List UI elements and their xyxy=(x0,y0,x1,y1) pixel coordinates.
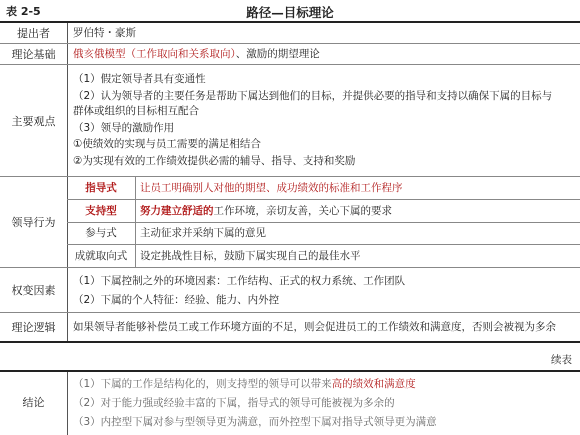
conclusion-line xyxy=(73,377,416,391)
basis-value xyxy=(73,47,320,61)
continuation-top-rule xyxy=(0,370,580,372)
views-line: ①使绩效的实现与员工需要的满足相结合 xyxy=(73,138,261,150)
conclusion-highlight: 高的绩效和满意度 xyxy=(331,378,416,390)
behavior-desc: 让员工明确别人对他的期望、成功绩效的标准和工作程序 xyxy=(140,182,403,194)
row-divider xyxy=(0,176,580,177)
views-line: （1）假定领导者具有变通性 xyxy=(73,73,206,85)
behavior-divider xyxy=(67,199,580,200)
contingency-line: （2）下属的个人特征：经验、能力、内外控 xyxy=(73,294,280,306)
behavior-desc: 设定挑战性目标，鼓励下属实现自己的最佳水平 xyxy=(140,250,361,262)
table-title: 路径—目标理论 xyxy=(246,5,334,20)
behavior-name: 支持型 xyxy=(85,205,117,217)
continued-label: 续表 xyxy=(551,354,572,366)
behavior-divider xyxy=(67,244,580,245)
label-conclusion: 结论 xyxy=(22,396,45,409)
conclusion-line: （2）对于能力强或经验丰富的下属，指导式的领导可能被视为多余的 xyxy=(73,397,395,409)
top-rule xyxy=(0,21,580,23)
basis-rest: 、激励的期望理论 xyxy=(235,48,320,60)
label-views: 主要观点 xyxy=(11,114,56,128)
row-divider xyxy=(0,267,580,268)
bottom-rule xyxy=(0,341,580,343)
behavior-desc: 主动征求并采纳下属的意见 xyxy=(140,227,266,239)
label-logic: 理论逻辑 xyxy=(11,321,56,334)
row-divider xyxy=(0,64,580,65)
behavior-name: 参与式 xyxy=(85,227,117,239)
behavior-desc-rest: 工作环境，亲切友善，关心下属的要求 xyxy=(213,205,392,217)
basis-highlight: 俄亥俄模型（工作取向和关系取向） xyxy=(73,48,236,60)
table-number: 表 2-5 xyxy=(6,5,41,18)
label-proposer: 提出者 xyxy=(17,27,50,40)
label-basis: 理论基础 xyxy=(11,48,56,61)
table-header xyxy=(0,3,580,20)
views-line: （3）领导的激励作用 xyxy=(73,122,175,134)
proposer-value: 罗伯特・豪斯 xyxy=(73,27,136,39)
conclusion-pre: （1）下属的工作是结构化的，则支持型的领导可以带来 xyxy=(73,378,332,390)
row-divider xyxy=(0,312,580,313)
behavior-name: 指导式 xyxy=(85,182,117,194)
label-contingency: 权变因素 xyxy=(11,284,56,297)
label-column-divider xyxy=(67,23,68,342)
row-divider xyxy=(0,43,580,44)
logic-value: 如果领导者能够补偿员工或工作环境方面的不足，则会促进员工的工作绩效和满意度，否则会被视为多余 xyxy=(73,321,556,333)
label-behavior: 领导行为 xyxy=(11,216,56,229)
behavior-divider xyxy=(67,222,580,223)
contingency-line: （1）下属控制之外的环境因素：工作结构、正式的权力系统、工作团队 xyxy=(73,275,406,287)
views-line: ②为实现有效的工作绩效提供必需的辅导、指导、支持和奖励 xyxy=(73,155,356,167)
behavior-desc xyxy=(140,204,392,218)
behavior-name: 成就取向式 xyxy=(74,250,128,262)
views-line: （2）认为领导者的主要任务是帮助下属达到他们的目标，并提供必要的指导和支持以确保下属的目标与 xyxy=(73,90,553,102)
behavior-desc-highlight: 努力建立舒适的 xyxy=(140,205,214,217)
conclusion-line: （3）内控型下属对参与型领导更为满意，而外控型下属对指导式领导更为满意 xyxy=(73,416,437,428)
views-line: 群体或组织的目标相互配合 xyxy=(73,105,199,117)
continuation-divider xyxy=(67,372,68,435)
